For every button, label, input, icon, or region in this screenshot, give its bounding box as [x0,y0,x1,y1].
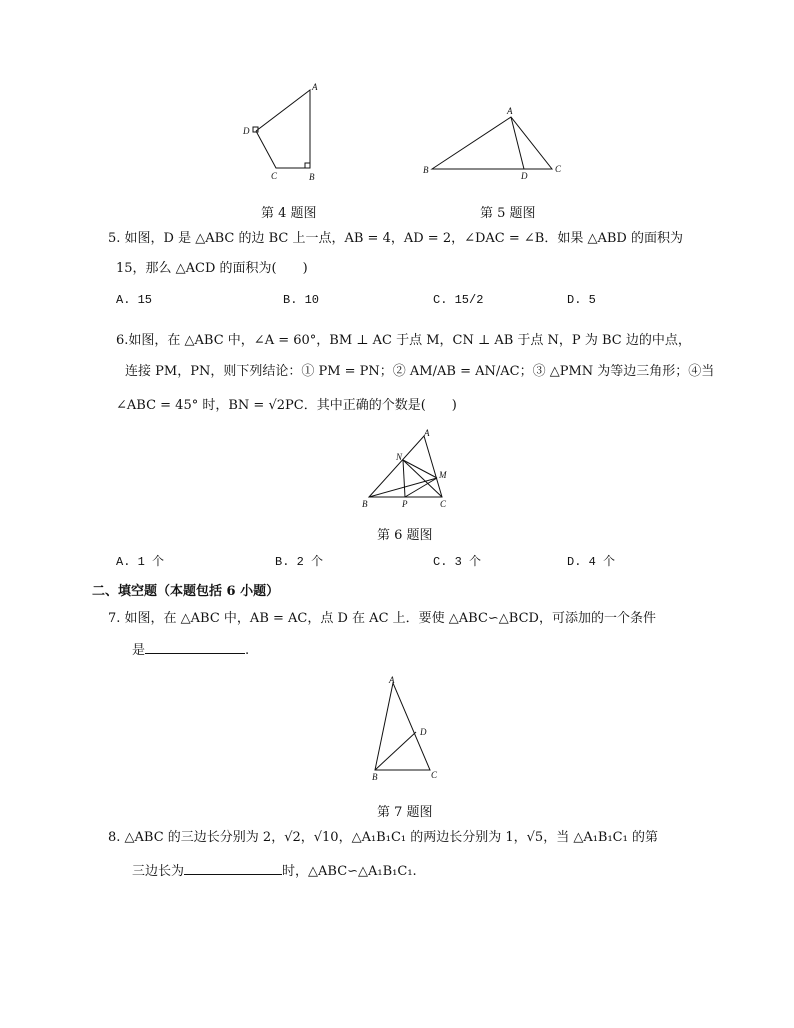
figure-4-label-d: D [243,126,250,136]
figure-4-right-angle-b [305,163,310,168]
figure-4-label-b: B [309,172,315,182]
question-5-line-1: 5. 如图，D 是 △ABC 的边 BC 上一点，AB = 4，AD = 2，∠DAC = ∠B．如果 △ABD 的面积为 [108,231,683,246]
figure-5 [420,100,570,180]
figure-7 [366,672,446,784]
figure-4-quadrilateral [256,90,310,168]
figure-6-label-c: C [440,499,447,509]
figure-6-segment-pn [403,460,405,497]
figure-6-triangle [369,436,442,497]
question-6-option-a: A. 1 个 [116,555,165,569]
figure-6 [358,426,458,512]
question-5-option-b: B. 10 [283,293,320,307]
question-7-prefix: 是 [132,643,146,658]
figure-4-caption: 第 4 题图 [261,206,317,221]
question-6-option-c: C. 3 个 [433,555,482,569]
figure-5-label-a: A [507,106,513,116]
question-5-option-a: A. 15 [116,293,153,307]
figure-5-caption: 第 5 题图 [480,206,536,221]
question-7-line-2 [132,639,249,661]
figure-6-label-n: N [396,452,403,462]
question-5-option-d: D. 5 [567,293,596,307]
question-7-line-1: 7. 如图，在 △ABC 中，AB = AC，点 D 在 AC 上．要使 △ABC∽△BCD，可添加的一个条件 [108,611,656,626]
figure-7-label-c: C [431,770,438,780]
question-7-suffix: . [245,643,250,658]
question-6-option-b: B. 2 个 [275,555,324,569]
figure-6-caption: 第 6 题图 [377,528,433,543]
question-6-line-3: ∠ABC = 45° 时，BN = √2PC．其中正确的个数是( ) [116,398,457,413]
question-7-answer-blank[interactable] [145,639,245,654]
figure-6-label-m: M [439,470,447,480]
figure-7-label-b: B [372,772,378,782]
figure-5-triangle [432,117,552,169]
figure-5-label-c: C [555,164,562,174]
question-5-option-c: C. 15/2 [433,293,484,307]
figure-6-segment-bm [369,478,437,497]
figure-6-label-b: B [362,499,368,509]
question-8-suffix: 时，△ABC∽△A₁B₁C₁. [282,864,417,879]
figure-5-label-d: D [521,171,528,180]
figure-4-label-a: A [312,82,318,92]
question-8-prefix: 三边长为 [132,864,185,879]
figure-5-label-b: B [423,165,429,175]
figure-7-caption: 第 7 题图 [377,805,433,820]
question-8-line-2 [132,860,417,882]
question-6-line-2: 连接 PM，PN，则下列结论：① PM = PN；② AM/AB = AN/AC；③ △PMN 为等边三角形；④当 [125,364,715,379]
figure-4 [236,80,336,184]
question-6-line-1: 6.如图，在 △ABC 中，∠A = 60°，BM ⊥ AC 于点 M，CN ⊥ AB 于点 N，P 为 BC 边的中点， [116,333,691,348]
question-8-line-1: 8. △ABC 的三边长分别为 2，√2，√10，△A₁B₁C₁ 的两边长分别为 1，√5，当 △A₁B₁C₁ 的第 [108,830,658,845]
figure-7-label-a: A [389,675,395,685]
question-8-answer-blank[interactable] [184,860,282,875]
figure-7-label-d: D [420,727,427,737]
section-2-title: 二、填空题（本题包括 6 小题） [92,584,280,599]
figure-7-segment-bd [375,732,416,770]
question-5-line-2: 15，那么 △ACD 的面积为( ) [116,261,308,276]
figure-4-label-c: C [271,171,278,181]
figure-6-label-a: A [424,428,430,438]
figure-6-label-p: P [402,499,408,509]
question-6-option-d: D. 4 个 [567,555,616,569]
